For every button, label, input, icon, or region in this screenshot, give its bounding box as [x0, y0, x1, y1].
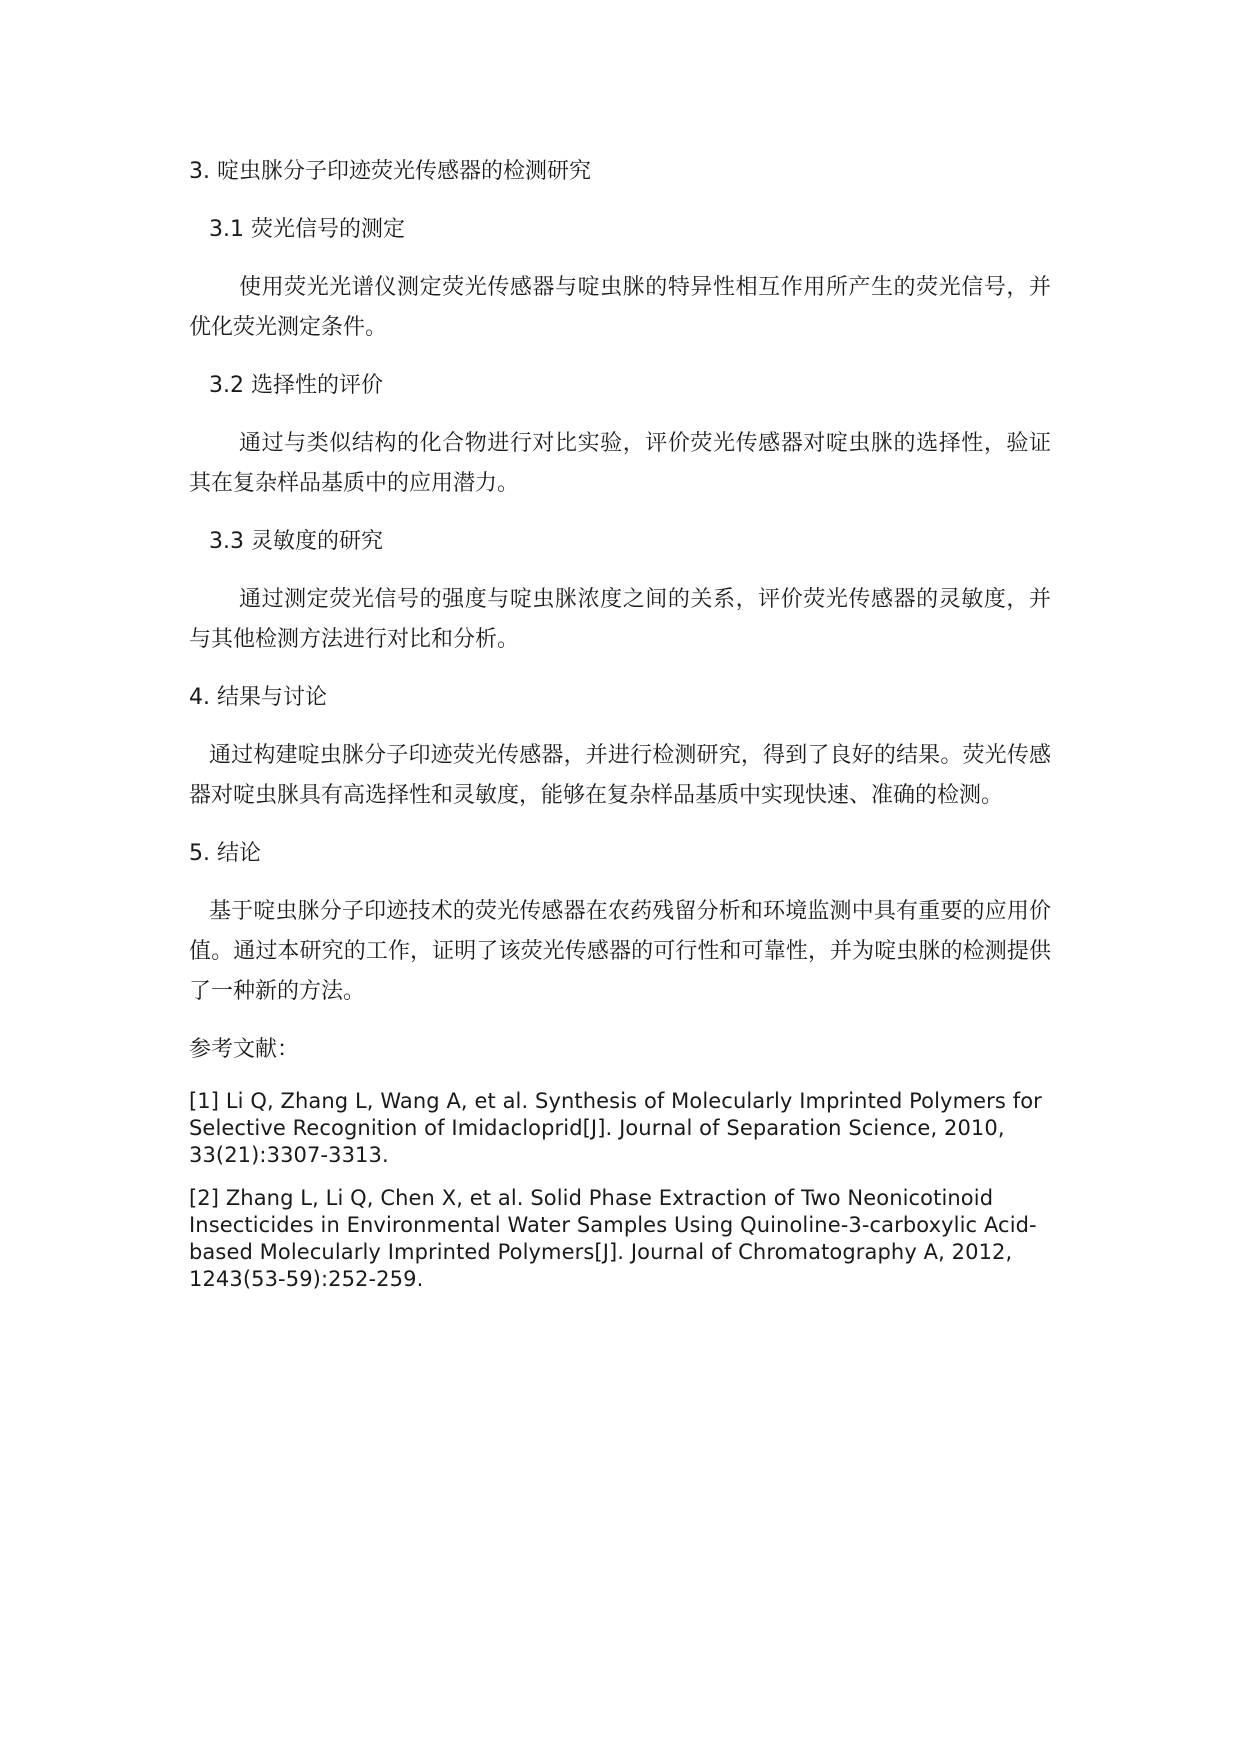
section-5-heading: 5. 结论: [189, 841, 261, 866]
section-3-heading: 3. 啶虫脒分子印迹荧光传感器的检测研究: [189, 159, 591, 184]
section-3-1-paragraph: 使用荧光光谱仪测定荧光传感器与啶虫脒的特异性相互作用所产生的荧光信号，并优化荧光测定条件。: [189, 275, 1051, 340]
section-4-heading: 4. 结果与讨论: [189, 685, 327, 710]
section-3-3-paragraph: 通过测定荧光信号的强度与啶虫脒浓度之间的关系，评价荧光传感器的灵敏度，并与其他检测方法进行对比和分析。: [189, 587, 1051, 652]
reference-item-2: [2] Zhang L, Li Q, Chen X, et al. Solid Phase Extraction of Two Neonicotinoid Insecticides in Environmental Water Samples Using Quinoline-3-carboxylic Acid-based Molecularly Imprinted Polymers[J]. Journal of Chromatography A, 2012, 1243(53-59):252-259.: [189, 1186, 1037, 1291]
section-3-2-heading: 3.2 选择性的评价: [209, 373, 383, 398]
reference-item-1: [1] Li Q, Zhang L, Wang A, et al. Synthesis of Molecularly Imprinted Polymers for Selective Recognition of Imidacloprid[J]. Journal of Separation Science, 2010, 33(21):3307-3313.: [189, 1089, 1042, 1167]
section-4-paragraph: 通过构建啶虫脒分子印迹荧光传感器，并进行检测研究，得到了良好的结果。荧光传感器对啶虫脒具有高选择性和灵敏度，能够在复杂样品基质中实现快速、准确的检测。: [189, 743, 1051, 808]
references-heading: 参考文献：: [189, 1037, 300, 1062]
section-5-paragraph: 基于啶虫脒分子印迹技术的荧光传感器在农药残留分析和环境监测中具有重要的应用价值。通过本研究的工作，证明了该荧光传感器的可行性和可靠性，并为啶虫脒的检测提供了一种新的方法。: [189, 899, 1051, 1004]
section-3-2-paragraph: 通过与类似结构的化合物进行对比实验，评价荧光传感器对啶虫脒的选择性，验证其在复杂样品基质中的应用潜力。: [189, 431, 1051, 496]
section-3-1-heading: 3.1 荧光信号的测定: [209, 217, 405, 242]
document-body: [189, 152, 1051, 1309]
section-3-3-heading: 3.3 灵敏度的研究: [209, 529, 383, 554]
